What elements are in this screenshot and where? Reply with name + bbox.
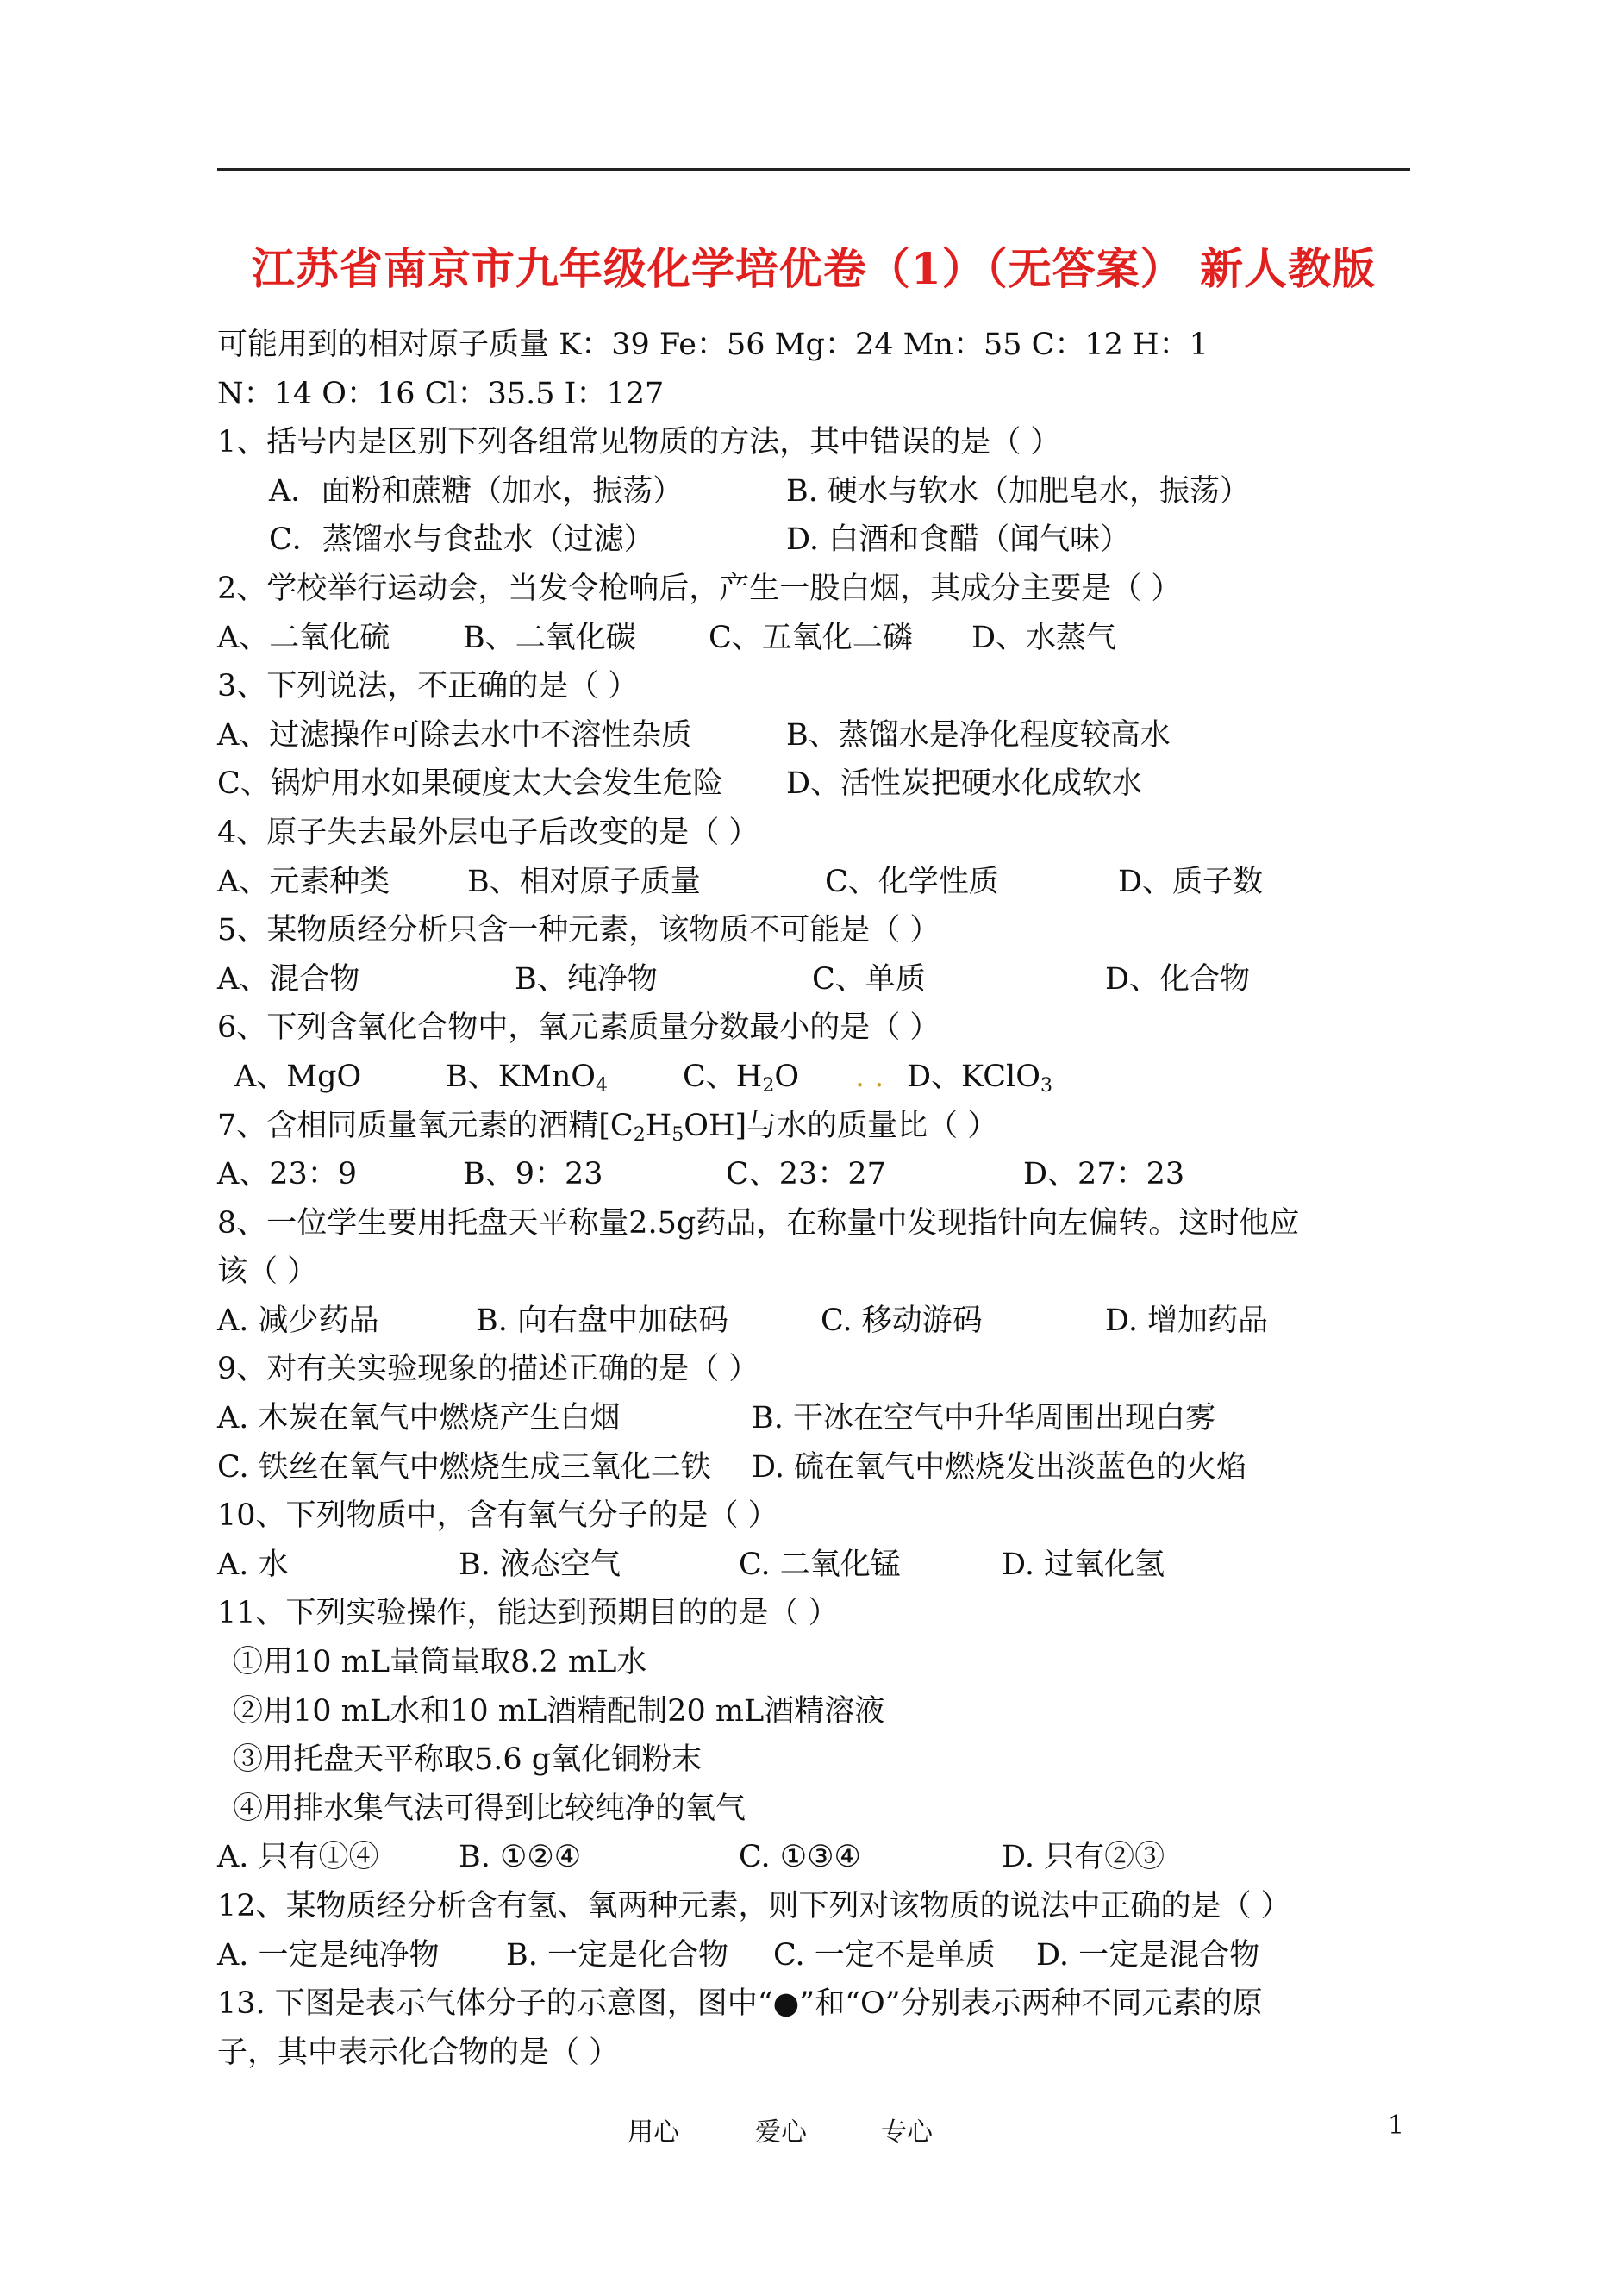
footer-left: 用心 [628,2117,679,2148]
option-c: C. 一定不是单质 [773,1937,996,1973]
option-d: D、活性炭把硬水化成软水 [786,766,1143,802]
question-9-options-row2 [217,1443,1424,1492]
question-11-item-2: ②用10 mL水和10 mL酒精配制20 mL酒精溶液 [233,1693,885,1729]
question-11-item-3: ③用托盘天平称取5.6 g氧化铜粉末 [233,1742,703,1778]
option-a: A. 只有①④ [217,1840,379,1875]
option-d: D. 增加药品 [1105,1303,1269,1338]
option-b: B. 干冰在空气中升华周围出现白雾 [752,1401,1215,1436]
question-3-options-row2 [217,760,1424,809]
option-b: B. 一定是化合物 [506,1937,728,1973]
option-c: C、23：27 [726,1157,886,1192]
question-3-stem: 3、下列说法，不正确的是（ ） [217,669,639,704]
option-a: A、二氧化硫 [217,620,390,655]
question-1-stem: 1、括号内是区别下列各组常见物质的方法，其中错误的是（ ） [217,425,1061,460]
question-12-options [217,1931,1424,1980]
question-3-options-row1 [217,711,1424,760]
option-d: D. 白酒和食醋（闻气味） [786,522,1131,558]
document-body [217,321,1424,2077]
option-d: D. 只有②③ [1002,1840,1165,1875]
option-b: B、KMnO$_4$ [446,1059,608,1097]
option-d: D、27：23 [1023,1157,1185,1192]
option-d: D. 硫在氧气中燃烧发出淡蓝色的火焰 [752,1449,1247,1485]
option-c: C. 二氧化锰 [739,1547,901,1582]
option-a: A．面粉和蔗糖（加水，振荡） [269,473,684,509]
question-11-stem: 11、下列实验操作，能达到预期目的的是（ ） [217,1596,839,1631]
question-7-options [217,1150,1424,1199]
option-b: B、蒸馏水是净化程度较高水 [786,717,1171,753]
question-13-stem-line2: 子，其中表示化合物的是（ ） [217,2035,620,2070]
question-11-item-4: ④用排水集气法可得到比较纯净的氧气 [233,1791,746,1826]
option-d: D、KClO$_3$ [907,1059,1052,1097]
question-11-item-1: ①用10 mL量筒量取8.2 mL水 [233,1645,647,1680]
option-c: C、$H_2O$ [683,1059,800,1097]
option-c: C. 铁丝在氧气中燃烧生成三氧化二铁 [217,1449,711,1485]
option-b: B. 液态空气 [459,1547,621,1582]
question-9-options-row1 [217,1394,1424,1443]
option-b: B. 向右盘中加砝码 [476,1303,728,1338]
question-12-stem: 12、某物质经分析含有氢、氧两种元素，则下列对该物质的说法中正确的是（ ） [217,1889,1291,1923]
option-a: A. 减少药品 [217,1303,379,1338]
option-d: D. 一定是混合物 [1036,1937,1260,1973]
question-2-stem: 2、学校举行运动会，当发令枪响后，产生一股白烟，其成分主要是（ ） [217,571,1182,606]
footer-mid: 爱心 [755,2117,807,2148]
option-a: A. 木炭在氧气中燃烧产生白烟 [217,1401,621,1436]
atomic-masses-line1: 可能用到的相对原子质量 K：39 Fe：56 Mg：24 Mn：55 C：12 H：1 [217,328,1209,362]
option-b: B. ①②④ [459,1840,582,1875]
question-1-options-row1 [217,467,1424,516]
question-8-stem-line2: 该（ ） [217,1254,318,1290]
question-4-options [217,858,1424,907]
option-b: B、纯净物 [515,961,658,997]
page-number: 1 [1388,2111,1405,2141]
option-a: A. 一定是纯净物 [217,1937,440,1973]
question-10-stem: 10、下列物质中，含有氧气分子的是（ ） [217,1498,778,1534]
atomic-masses-line2: N：14 O：16 Cl：35.5 I：127 [217,376,665,411]
option-b: B、相对原子质量 [467,864,701,899]
option-d: D、水蒸气 [971,620,1117,655]
question-8-options [217,1297,1424,1346]
question-5-stem: 5、某物质经分析只含一种元素，该物质不可能是（ ） [217,913,940,948]
question-8-stem-line1: 8、一位学生要用托盘天平称量2.5g药品，在称量中发现指针向左偏转。这时他应 [217,1205,1300,1241]
option-a: A、MgO [234,1059,362,1094]
option-a: A. 水 [217,1547,289,1582]
question-11-options [217,1833,1424,1882]
option-b: B. 硬水与软水（加肥皂水，振荡） [786,473,1250,509]
question-5-options [217,955,1424,1004]
option-d: D、质子数 [1118,864,1264,899]
option-d: D. 过氧化氢 [1002,1547,1165,1582]
option-c: C、锅炉用水如果硬度太大会发生危险 [217,766,723,802]
question-6-options [217,1053,1424,1102]
header-rule [217,168,1410,171]
option-b: B、9：23 [463,1157,603,1192]
option-c: C. 移动游码 [821,1303,983,1338]
question-4-stem: 4、原子失去最外层电子后改变的是（ ） [217,815,759,850]
option-a: A、混合物 [217,961,360,997]
question-2-options [217,614,1424,663]
option-d: D、化合物 [1105,961,1251,997]
question-6-stem: 6、下列含氧化合物中，氧元素质量分数最小的是（ ） [217,1010,940,1046]
annotation-dots: . . [855,1059,884,1094]
question-1-options-row2 [217,516,1424,565]
option-a: A、元素种类 [217,864,390,899]
page-title: 江苏省南京市九年级化学培优卷（1）（无答案） 新人教版 [251,243,1377,294]
footer-right: 专心 [881,2117,933,2148]
question-10-options [217,1541,1424,1590]
question-7-stem: 7、含相同质量氧元素的酒精$[C_2H_5OH]$与水的质量比（ ） [217,1108,998,1146]
question-13-stem-line1: 13. 下图是表示气体分子的示意图，图中“●”和“O”分别表示两种不同元素的原 [217,1986,1263,2022]
option-a: A、23：9 [217,1157,358,1192]
option-c: C、化学性质 [825,864,999,899]
question-9-stem: 9、对有关实验现象的描述正确的是（ ） [217,1352,759,1387]
option-c: C、单质 [812,961,926,997]
option-a: A、过滤操作可除去水中不溶性杂质 [217,717,692,753]
option-b: B、二氧化碳 [463,620,636,655]
option-c: C. ①③④ [739,1840,861,1875]
option-c: C、五氧化二磷 [709,620,913,655]
option-c: C．蒸馏水与食盐水（过滤） [269,522,654,558]
